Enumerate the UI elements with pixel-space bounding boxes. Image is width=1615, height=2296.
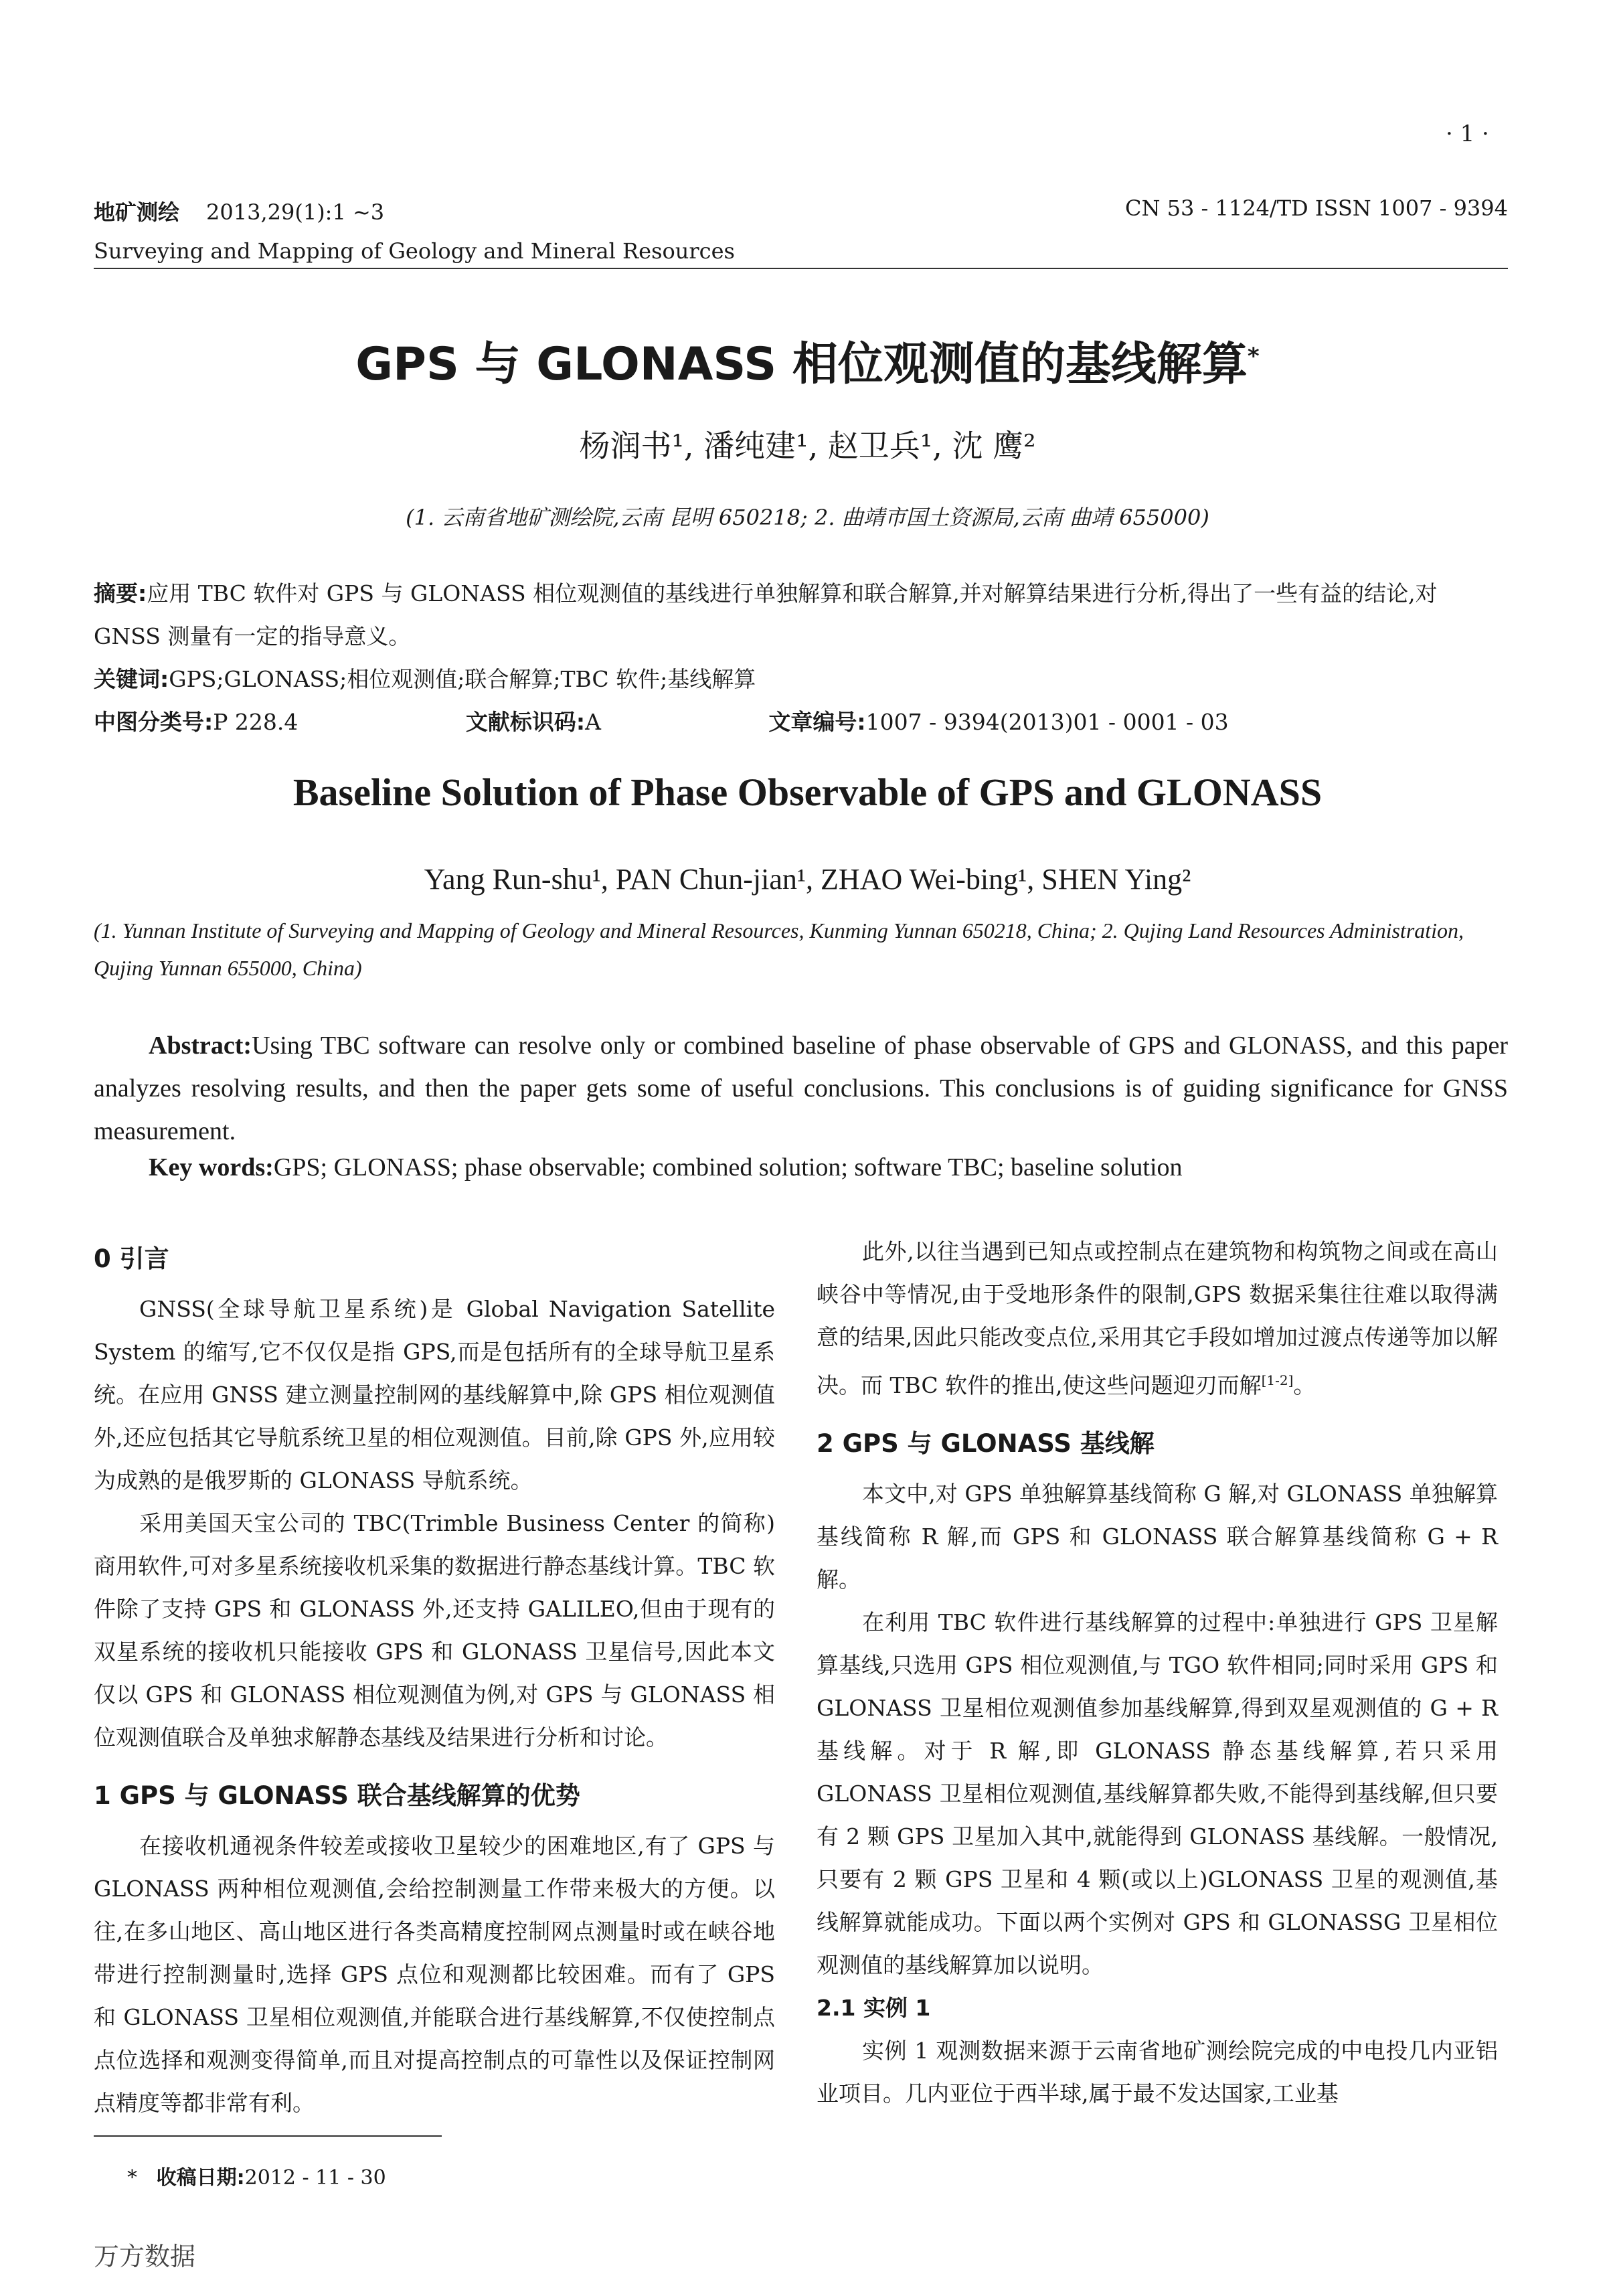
page-number: · 1 ·: [1446, 120, 1489, 147]
abstract-cn-paragraph: [94, 572, 1508, 658]
section-2-1-heading: 2.1 实例 1: [817, 1995, 931, 2021]
authors-cn: 杨润书¹, 潘纯建¹, 赵卫兵¹, 沈 鹰²: [579, 428, 1036, 464]
cls-number: [94, 709, 378, 735]
section-2-heading: 2 GPS 与 GLONASS 基线解: [817, 1429, 1155, 1458]
doc-label: 文献标识码:: [465, 709, 586, 735]
keywords-cn: [94, 658, 1508, 701]
header-rule: [94, 268, 1508, 269]
body-column-right: [817, 1230, 1498, 2115]
abstract-en: [94, 1024, 1508, 1153]
abstract-en-label: Abstract:: [149, 1032, 252, 1060]
doc-value: A: [585, 709, 601, 735]
journal-volume: 2013,29(1):1 ~3: [206, 199, 385, 225]
title-en: Baseline Solution of Phase Observable of GPS and GLONASS: [292, 770, 1323, 814]
keywords-cn-label: 关键词:: [94, 666, 169, 692]
affiliation-cn: (1. 云南省地矿测绘院,云南 昆明 650218; 2. 曲靖市国土资源局,云南 曲靖 655000): [406, 505, 1209, 530]
keywords-en: [149, 1153, 1508, 1182]
affiliation-en: (1. Yunnan Institute of Surveying and Mapping of Geology and Mineral Resources, Kunming Yunnan 650218, China; 2. Qujing Land Resources Administration, Qujing Yunnan 655000, China): [94, 918, 1464, 980]
doc-code: [466, 709, 681, 735]
cls-value: P 228.4: [213, 709, 299, 735]
footnote-date: 2012 - 11 - 30: [244, 2166, 386, 2190]
abstract-cn-text: 应用 TBC 软件对 GPS 与 GLONASS 相位观测值的基线进行单独解算和联合解算,并对解算结果进行分析,得出了一些有益的结论,对 GNSS 测量有一定的指导意义。: [94, 580, 1438, 649]
section-1-paragraph-2-end: 。: [1293, 1372, 1316, 1398]
section-0-paragraph-1: GNSS(全球导航卫星系统)是 Global Navigation Satellite System 的缩写,它不仅仅是指 GPS,而是包括所有的全球导航卫星系统。在应用 GNSS 建立测量控制网的基线解算中,除 GPS 相位观测值外,还应包括其它导航系统卫星的相位观测值。目前,除 GPS 外,应用较为成熟的是俄罗斯的 GLONASS 导航系统。: [94, 1296, 775, 1493]
article-number: [768, 709, 1308, 735]
journal-name-en: Surveying and Mapping of Geology and Mineral Resources: [94, 238, 735, 264]
footnote-mark: *: [127, 2166, 137, 2190]
section-1-heading: 1 GPS 与 GLONASS 联合基线解算的优势: [94, 1781, 580, 1810]
journal-issn: CN 53 - 1124/TD ISSN 1007 - 9394: [1124, 195, 1508, 221]
abstract-cn-label: 摘要:: [94, 580, 147, 606]
watermark: 万方数据: [94, 2242, 196, 2271]
title-cn: [0, 328, 1615, 393]
footnote-label: 收稿日期:: [156, 2166, 245, 2190]
title-cn-text: GPS 与 GLONASS 相位观测值的基线解算: [355, 338, 1248, 391]
classification-line: [94, 701, 1508, 744]
section-1-paragraph-2: [817, 1230, 1498, 1407]
abstract-en-text: Using TBC software can resolve only or combined baseline of phase observable of GPS and GLONASS, and this paper analyzes resolving results, and then the paper gets some of useful conclusions. This conclusions is of guiding significance for GNSS measurement.: [94, 1032, 1508, 1145]
journal-name-cn: 地矿测绘: [94, 199, 180, 225]
section-1-paragraph-2-text: 此外,以往当遇到已知点或控制点在建筑物和构筑物之间或在高山峡谷中等情况,由于受地形条件的限制,GPS 数据采集往往难以取得满意的结果,因此只能改变点位,采用其它手段如增加过渡点传递等加以解决。而 TBC 软件的推出,使这些问题迎刃而解: [817, 1238, 1498, 1398]
authors-en: Yang Run-shu¹, PAN Chun-jian¹, ZHAO Wei-bing¹, SHEN Ying²: [424, 863, 1191, 896]
section-1-paragraph-1: 在接收机通视条件较差或接收卫星较少的困难地区,有了 GPS 与 GLONASS 两种相位观测值,会给控制测量工作带来极大的方便。以往,在多山地区、高山地区进行各类高精度控制网点测量时或在峡谷地带进行控制测量时,选择 GPS 点位和观测都比较困难。而有了 GPS 和 GLONASS 卫星相位观测值,并能联合进行基线解算,不仅使控制点点位选择和观测变得简单,而且对提高控制点的可靠性以及保证控制网点精度等都非常有利。: [94, 1833, 775, 2116]
cls-label: 中图分类号:: [94, 709, 214, 735]
section-2-1-paragraph-1: 实例 1 观测数据来源于云南省地矿测绘院完成的中电投几内亚铝业项目。几内亚位于西半球,属于最不发达国家,工业基: [817, 2038, 1498, 2107]
keywords-cn-text: GPS;GLONASS;相位观测值;联合解算;TBC 软件;基线解算: [169, 666, 756, 692]
journal-header: [94, 193, 735, 270]
section-0-paragraph-2: 采用美国天宝公司的 TBC(Trimble Business Center 的简称)商用软件,可对多星系统接收机采集的数据进行静态基线计算。TBC 软件除了支持 GPS 和 GLONASS 外,还支持 GALILEO,但由于现有的双星系统的接收机只能接收 GPS 和 GLONASS 卫星信号,因此本文仅以 GPS 和 GLONASS 相位观测值为例,对 GPS 与 GLONASS 相位观测值联合及单独求解静态基线及结果进行分析和讨论。: [94, 1510, 775, 1750]
title-footnote-mark: *: [1247, 343, 1260, 370]
abstract-cn: [94, 572, 1508, 744]
art-value: 1007 - 9394(2013)01 - 0001 - 03: [865, 709, 1229, 735]
section-2-paragraph-2: 在利用 TBC 软件进行基线解算的过程中:单独进行 GPS 卫星解算基线,只选用 GPS 相位观测值,与 TGO 软件相同;同时采用 GPS 和 GLONASS 卫星相位观测值参加基线解算,得到双星观测值的 G + R 基线解。对于 R 解,即 GLONASS 静态基线解算,若只采用 GLONASS 卫星相位观测值,基线解算都失败,不能得到基线解,但只要有 2 颗 GPS 卫星加入其中,就能得到 GLONASS 基线解。一般情况,只要有 2 颗 GPS 卫星和 4 颗(或以上)GLONASS 卫星的观测值,基线解算就能成功。下面以两个实例对 GPS 和 GLONASSG 卫星相位观测值的基线解算加以说明。: [817, 1609, 1498, 1978]
footnote-rule: [94, 2135, 442, 2137]
citation: [1-2]: [1261, 1372, 1294, 1388]
section-2-paragraph-1: 本文中,对 GPS 单独解算基线简称 G 解,对 GLONASS 单独解算基线简称 R 解,而 GPS 和 GLONASS 联合解算基线简称 G + R 解。: [817, 1481, 1498, 1592]
keywords-en-text: GPS; GLONASS; phase observable; combined solution; software TBC; baseline solution: [273, 1153, 1183, 1181]
footnote: [127, 2161, 386, 2190]
keywords-en-label: Key words:: [149, 1153, 274, 1181]
art-label: 文章编号:: [768, 709, 866, 735]
body-column-left: [94, 1230, 775, 2125]
section-0-heading: 0 引言: [94, 1244, 169, 1273]
